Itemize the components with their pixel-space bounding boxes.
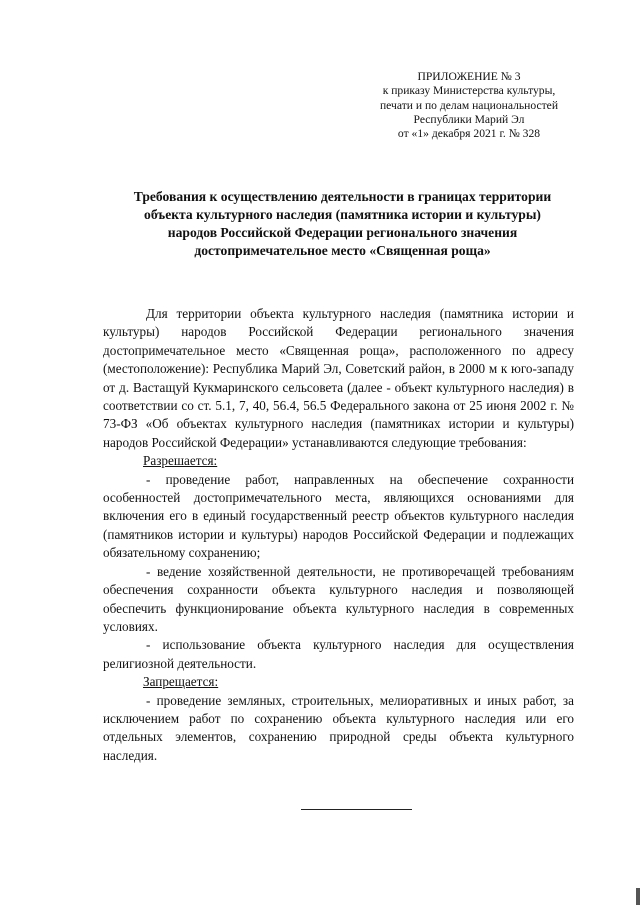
end-separator-line (301, 809, 412, 810)
allowed-heading-line (103, 452, 574, 470)
title-line: объекта культурного наследия (памятника истории и культуры) (144, 207, 541, 222)
document-title (100, 188, 585, 260)
allowed-item: - использование объекта культурного наследия для осуществления религиозной деятельности. (103, 637, 574, 671)
intro-paragraph: Для территории объекта культурного наследия (памятника истории и культуры) народов Российской Федерации регионального значения достопримечательное место «Священная роща», расположенного по адресу (местоположение): Республика Марий Эл, Советский район, в 2000 м к юго-западу от д. Вастащуй Кукмаринского сельсовета (далее - объект культурного наследия) в соответствии со ст. 5.1, 7, 40, 56.4, 56.5 Федерального закона от 25 июня 2002 г. № 73-ФЗ «Об объектах культурного наследия (памятниках истории и культуры) народов Российской Федерации» устанавливаются следующие требования: (103, 306, 574, 450)
prohibited-heading: Запрещается: (143, 674, 219, 690)
appendix-order-line: к приказу Министерства культуры, (382, 84, 556, 98)
title-line: достопримечательное место «Священная роща» (194, 243, 491, 258)
title-line: Требования к осуществлению деятельности в границах территории (133, 189, 552, 204)
allowed-heading: Разрешается: (143, 453, 218, 469)
appendix-ministry-line: печати и по делам национальностей (379, 98, 559, 112)
document-body (103, 305, 574, 765)
prohibited-item: - проведение земляных, строительных, мелиоративных и иных работ, за исключением работ по сохранению объекта культурного наследия или его отдельных элементов, сохранению природной среды объекта культурного наследия. (103, 692, 574, 763)
prohibited-heading-line (103, 673, 574, 691)
allowed-item: - проведение работ, направленных на обеспечение сохранности особенностей достопримечательного места, являющихся основаниями для включения его в единый государственный реестр объектов культурного наследия (памятников истории и культуры) народов Российской Федерации и подлежащих обязательному сохранению; (103, 471, 574, 561)
title-line: народов Российской Федерации регионального значения (167, 225, 518, 240)
allowed-item: - ведение хозяйственной деятельности, не противоречащей требованиям обеспечения сохранности объекта культурного наследия и позволяющей обеспечить функционирование объекта культурного наследия в современных условиях. (103, 563, 574, 634)
appendix-date-line: от «1» декабря 2021 г. № 328 (397, 127, 541, 141)
appendix-number: ПРИЛОЖЕНИЕ № 3 (417, 70, 521, 83)
appendix-header (360, 70, 578, 141)
appendix-republic-line: Республики Марий Эл (413, 112, 525, 126)
scan-edge-mark (636, 888, 640, 905)
